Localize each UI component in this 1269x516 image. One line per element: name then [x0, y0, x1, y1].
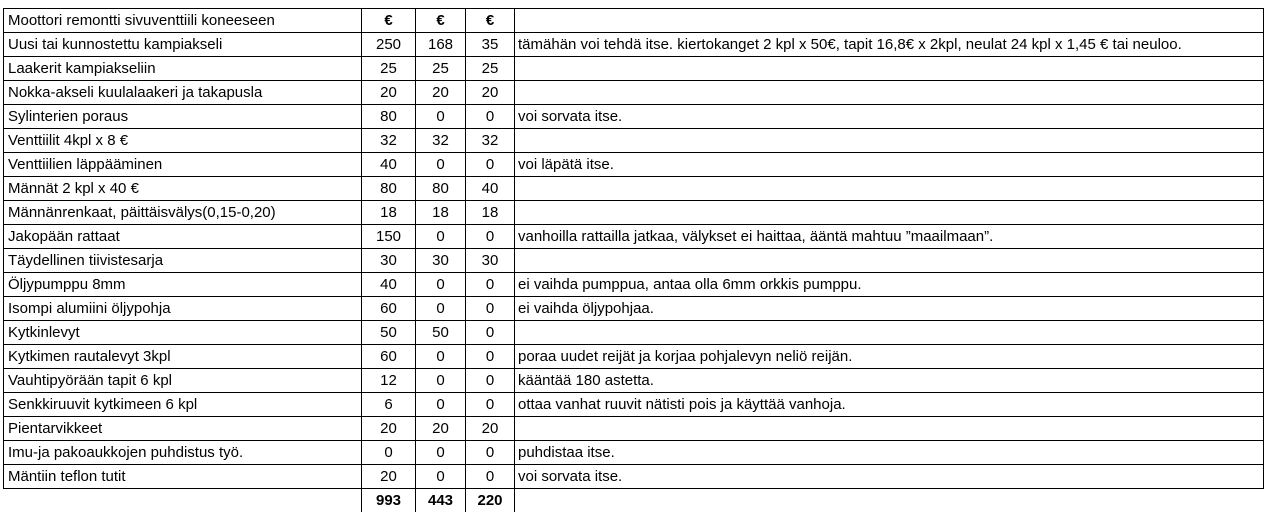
value-cell-2[interactable]: 18: [416, 201, 466, 225]
totals-row: [4, 489, 1264, 513]
item-cell[interactable]: Isompi alumiini öljypohja: [4, 297, 362, 321]
table-row: [4, 297, 1264, 321]
item-cell[interactable]: Männänrenkaat, päittäisvälys(0,15-0,20): [4, 201, 362, 225]
value-cell-3[interactable]: 18: [466, 201, 515, 225]
item-cell[interactable]: Senkkiruuvit kytkimeen 6 kpl: [4, 393, 362, 417]
item-cell[interactable]: Laakerit kampiakseliin: [4, 57, 362, 81]
note-cell[interactable]: [515, 321, 1264, 345]
value-cell-3[interactable]: 0: [466, 321, 515, 345]
item-cell[interactable]: Venttiilien läppääminen: [4, 153, 362, 177]
value-cell-2[interactable]: 0: [416, 225, 466, 249]
value-cell-1[interactable]: 50: [362, 321, 416, 345]
table-row: [4, 57, 1264, 81]
value-cell-3[interactable]: 0: [466, 465, 515, 489]
value-cell-1[interactable]: 30: [362, 249, 416, 273]
value-cell-2[interactable]: 0: [416, 273, 466, 297]
value-cell-2[interactable]: 0: [416, 441, 466, 465]
note-cell[interactable]: vanhoilla rattailla jatkaa, välykset ei haittaa, ääntä mahtuu ”maailmaan”.: [515, 225, 1264, 249]
total-cell-3[interactable]: 220: [466, 489, 515, 513]
note-cell[interactable]: poraa uudet reijät ja korjaa pohjalevyn neliö reijän.: [515, 345, 1264, 369]
note-cell[interactable]: voi sorvata itse.: [515, 465, 1264, 489]
table-row: [4, 225, 1264, 249]
note-cell[interactable]: [515, 417, 1264, 441]
value-cell-2[interactable]: 20: [416, 81, 466, 105]
item-cell[interactable]: Männät 2 kpl x 40 €: [4, 177, 362, 201]
note-cell[interactable]: ei vaihda pumppua, antaa olla 6mm orkkis pumppu.: [515, 273, 1264, 297]
note-cell[interactable]: voi läpätä itse.: [515, 153, 1264, 177]
value-cell-3[interactable]: 0: [466, 369, 515, 393]
note-cell[interactable]: voi sorvata itse.: [515, 105, 1264, 129]
currency-header-3[interactable]: €: [466, 9, 515, 33]
value-cell-2[interactable]: 0: [416, 465, 466, 489]
cost-spreadsheet: [3, 8, 1264, 512]
value-cell-1[interactable]: 250: [362, 33, 416, 57]
item-cell[interactable]: Täydellinen tiivistesarja: [4, 249, 362, 273]
table-row: [4, 321, 1264, 345]
table-row: [4, 441, 1264, 465]
value-cell-1[interactable]: 150: [362, 225, 416, 249]
header-row: [4, 9, 1264, 33]
item-cell[interactable]: Pientarvikkeet: [4, 417, 362, 441]
table-row: [4, 105, 1264, 129]
item-cell[interactable]: Uusi tai kunnostettu kampiakseli: [4, 33, 362, 57]
value-cell-1[interactable]: 6: [362, 393, 416, 417]
value-cell-3[interactable]: 25: [466, 57, 515, 81]
value-cell-3[interactable]: 0: [466, 153, 515, 177]
value-cell-3[interactable]: 35: [466, 33, 515, 57]
value-cell-1[interactable]: 20: [362, 417, 416, 441]
note-cell[interactable]: puhdistaa itse.: [515, 441, 1264, 465]
value-cell-1[interactable]: 25: [362, 57, 416, 81]
value-cell-1[interactable]: 12: [362, 369, 416, 393]
value-cell-3[interactable]: 0: [466, 225, 515, 249]
value-cell-1[interactable]: 18: [362, 201, 416, 225]
value-cell-3[interactable]: 30: [466, 249, 515, 273]
currency-header-2[interactable]: €: [416, 9, 466, 33]
table-row: [4, 33, 1264, 57]
currency-header-1[interactable]: €: [362, 9, 416, 33]
value-cell-2[interactable]: 50: [416, 321, 466, 345]
table-row: [4, 81, 1264, 105]
table-row: [4, 249, 1264, 273]
item-cell[interactable]: Mäntiin teflon tutit: [4, 465, 362, 489]
value-cell-2[interactable]: 25: [416, 57, 466, 81]
value-cell-2[interactable]: 0: [416, 345, 466, 369]
table-row: [4, 273, 1264, 297]
value-cell-2[interactable]: 32: [416, 129, 466, 153]
value-cell-2[interactable]: 0: [416, 393, 466, 417]
value-cell-2[interactable]: 30: [416, 249, 466, 273]
value-cell-2[interactable]: 0: [416, 369, 466, 393]
value-cell-3[interactable]: 20: [466, 81, 515, 105]
value-cell-3[interactable]: 32: [466, 129, 515, 153]
table-row: [4, 129, 1264, 153]
table-row: [4, 465, 1264, 489]
note-cell[interactable]: [515, 249, 1264, 273]
value-cell-1[interactable]: 60: [362, 345, 416, 369]
value-cell-3[interactable]: 0: [466, 441, 515, 465]
value-cell-2[interactable]: 168: [416, 33, 466, 57]
value-cell-1[interactable]: 60: [362, 297, 416, 321]
note-cell[interactable]: [515, 129, 1264, 153]
table-row: [4, 345, 1264, 369]
item-cell[interactable]: Öljypumppu 8mm: [4, 273, 362, 297]
table-row: [4, 177, 1264, 201]
title-cell[interactable]: Moottori remontti sivuventtiili koneeseen: [4, 9, 362, 33]
value-cell-1[interactable]: 32: [362, 129, 416, 153]
total-cell-2[interactable]: 443: [416, 489, 466, 513]
value-cell-1[interactable]: 20: [362, 81, 416, 105]
note-cell[interactable]: [515, 201, 1264, 225]
table-row: [4, 369, 1264, 393]
note-cell[interactable]: [515, 177, 1264, 201]
item-cell[interactable]: Vauhtipyörään tapit 6 kpl: [4, 369, 362, 393]
total-note-cell[interactable]: [515, 489, 1264, 513]
item-cell[interactable]: Nokka-akseli kuulalaakeri ja takapusla: [4, 81, 362, 105]
value-cell-3[interactable]: 0: [466, 393, 515, 417]
item-cell[interactable]: Jakopään rattaat: [4, 225, 362, 249]
value-cell-3[interactable]: 0: [466, 273, 515, 297]
notes-header-cell[interactable]: [515, 9, 1264, 33]
total-cell-1[interactable]: 993: [362, 489, 416, 513]
item-cell[interactable]: Venttiilit 4kpl x 8 €: [4, 129, 362, 153]
value-cell-3[interactable]: 0: [466, 105, 515, 129]
value-cell-2[interactable]: 0: [416, 105, 466, 129]
value-cell-1[interactable]: 80: [362, 177, 416, 201]
table-row: [4, 201, 1264, 225]
table-row: [4, 153, 1264, 177]
value-cell-2[interactable]: 0: [416, 153, 466, 177]
item-cell[interactable]: Kytkimen rautalevyt 3kpl: [4, 345, 362, 369]
item-cell[interactable]: Sylinterien poraus: [4, 105, 362, 129]
value-cell-3[interactable]: 40: [466, 177, 515, 201]
value-cell-2[interactable]: 20: [416, 417, 466, 441]
note-cell[interactable]: ei vaihda öljypohjaa.: [515, 297, 1264, 321]
value-cell-2[interactable]: 0: [416, 297, 466, 321]
value-cell-1[interactable]: 0: [362, 441, 416, 465]
value-cell-1[interactable]: 80: [362, 105, 416, 129]
value-cell-3[interactable]: 20: [466, 417, 515, 441]
value-cell-2[interactable]: 80: [416, 177, 466, 201]
item-cell[interactable]: Kytkinlevyt: [4, 321, 362, 345]
value-cell-1[interactable]: 20: [362, 465, 416, 489]
spreadsheet-body: [4, 9, 1264, 513]
total-label-cell[interactable]: [4, 489, 362, 513]
table-row: [4, 417, 1264, 441]
value-cell-1[interactable]: 40: [362, 153, 416, 177]
note-cell[interactable]: kääntää 180 astetta.: [515, 369, 1264, 393]
value-cell-1[interactable]: 40: [362, 273, 416, 297]
note-cell[interactable]: [515, 81, 1264, 105]
table-row: [4, 393, 1264, 417]
item-cell[interactable]: Imu-ja pakoaukkojen puhdistus työ.: [4, 441, 362, 465]
value-cell-3[interactable]: 0: [466, 297, 515, 321]
note-cell[interactable]: [515, 57, 1264, 81]
note-cell[interactable]: ottaa vanhat ruuvit nätisti pois ja käyttää vanhoja.: [515, 393, 1264, 417]
note-cell[interactable]: tämähän voi tehdä itse. kiertokanget 2 kpl x 50€, tapit 16,8€ x 2kpl, neulat 24 kpl x 1,45 € tai neuloo.: [515, 33, 1264, 57]
value-cell-3[interactable]: 0: [466, 345, 515, 369]
